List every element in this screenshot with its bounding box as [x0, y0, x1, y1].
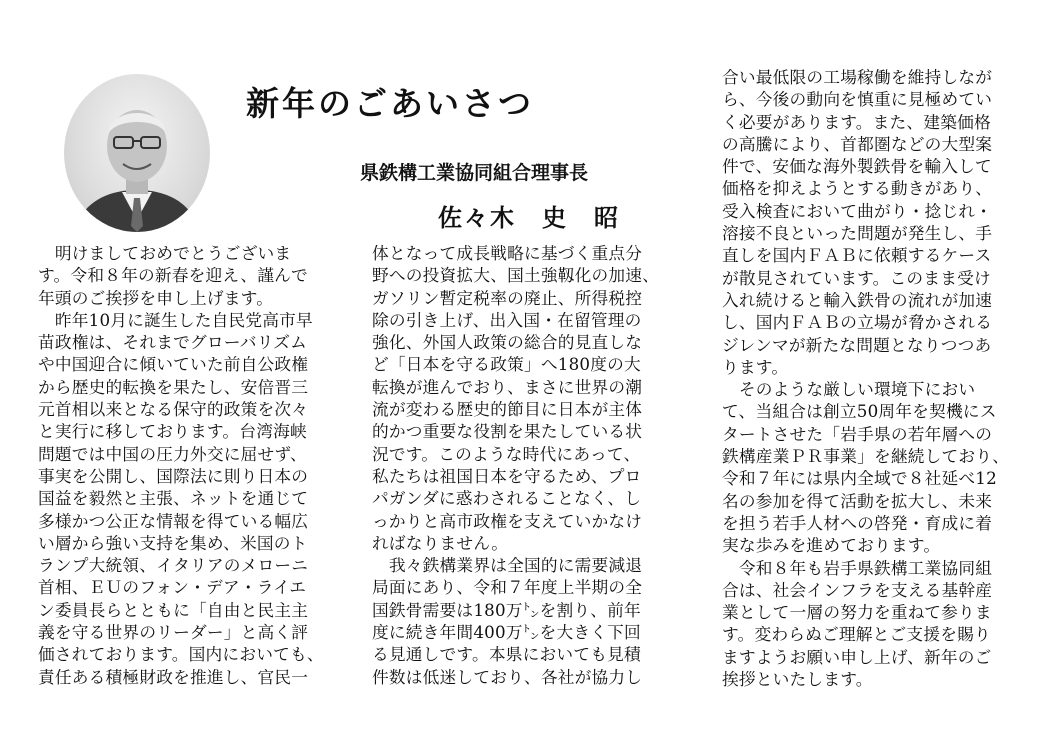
text-line: ど「日本を守る政策」へ180度の大: [372, 354, 641, 375]
text-line: 局面にあり、令和７年度上半期の全: [372, 577, 643, 598]
text-line: 流が変わる歴史的節目に日本が主体: [372, 399, 643, 420]
text-line: 合い最低限の工場稼働を維持しなが: [722, 67, 993, 87]
text-line: 件数は低迷しており、各社が協力し: [372, 666, 643, 687]
text-line: 国益を毅然と主張、ネットを通じて: [38, 488, 309, 509]
text-line: タートさせた「岩手県の若年層への: [722, 423, 993, 444]
text-line: 私たちは祖国日本を守るため、プロ: [372, 465, 642, 486]
text-line: 価されております。国内においても、: [38, 644, 324, 665]
text-line: 明けましておめでとうございま: [38, 243, 292, 263]
text-line: 苗政権は、それまでグローバリズム: [38, 332, 308, 353]
text-line: ジレンマが新たな問題となりつつあ: [722, 334, 992, 355]
text-line: 合は、社会インフラを支える基幹産: [722, 579, 993, 600]
text-line: パガンダに惑わされることなく、し: [372, 488, 642, 509]
text-line: ガソリン暫定税率の廃止、所得税控: [372, 287, 643, 308]
text-line: ればなりません。: [372, 532, 509, 553]
text-line: 価格を抑えようとする動きがあり、: [722, 178, 993, 199]
text-line: 受入検査において曲がり・捻じれ・: [722, 200, 993, 221]
page-title: 新年のごあいさつ: [246, 84, 534, 123]
text-line: っかりと高市政権を支えていかなけ: [372, 510, 643, 531]
text-line: 国鉄骨需要は180万㌧を割り、前年: [372, 599, 641, 620]
text-line: や中国迎合に傾いていた前自公政権: [38, 354, 309, 375]
text-line: 令和８年も岩手県鉄構工業協同組: [722, 557, 993, 578]
text-line: ランプ大統領、イタリアのメローニ: [38, 555, 309, 576]
text-line: ン委員長らとともに「自由と民主主: [38, 599, 309, 620]
text-line: 年頭のご挨拶を申し上げます。: [38, 287, 274, 308]
text-line: から歴史的転換を果たし、安倍晋三: [38, 376, 309, 397]
text-line: を担う若手人材への啓発・育成に着: [722, 512, 993, 533]
text-line: 義を守る世界のリーダー」と高く評: [38, 622, 309, 643]
text-column-2: [372, 242, 692, 688]
text-line: と実行に移しております。台湾海峡: [38, 421, 307, 442]
text-line: ますようお願い申し上げ、新年のご: [722, 646, 992, 667]
text-line: 昨年10月に誕生した自民党高市早: [38, 309, 313, 330]
text-line: 我々鉄構業界は全国的に需要減退: [372, 555, 643, 576]
text-line: 件で、安価な海外製鉄骨を輸入して: [722, 156, 992, 177]
portrait-photo: [64, 74, 210, 232]
text-line: 強化、外国人政策の総合的見直しな: [372, 332, 643, 353]
text-line: 直しを国内ＦＡＢに依頼するケース: [722, 245, 992, 266]
text-line: 鉄構産業ＰＲ事業」を継続しており、: [722, 446, 1010, 467]
text-line: 度に続き年間400万㌧を大きく下回: [372, 622, 641, 643]
text-line: す。変わらぬご理解とご支援を賜り: [722, 624, 991, 645]
text-line: 除の引き上げ、出入国・在留管理の: [372, 309, 642, 330]
text-line: ら、今後の動向を慎重に見極めてい: [722, 89, 993, 110]
text-line: 体となって成長戦略に基づく重点分: [372, 243, 643, 263]
text-line: の高騰により、首都圏などの大型案: [722, 133, 993, 154]
text-line: 令和７年には県内全域で８社延べ12: [722, 468, 997, 489]
text-line: い層から強い支持を集め、米国のト: [38, 532, 308, 553]
text-line: 問題では中国の圧力外交に屈せず、: [38, 443, 307, 464]
text-line: そのような厳しい環境下におい: [722, 379, 976, 400]
text-column-3: [722, 66, 1042, 690]
text-line: 的かつ重要な役割を果たしている状: [372, 421, 643, 442]
text-line: す。令和８年の新春を迎え、謹んで: [38, 265, 308, 286]
text-line: 転換が進んでおり、まさに世界の潮: [372, 376, 643, 397]
author-name: 佐々木 史 昭: [438, 203, 620, 232]
text-line: 名の参加を得て活動を拡大し、未来: [722, 490, 993, 511]
text-line: く必要があります。また、建築価格: [722, 111, 991, 132]
text-line: 況です。このような時代にあって、: [372, 443, 641, 464]
text-line: る見通しです。本県においても見積: [372, 644, 641, 665]
text-line: 首相、ＥＵのフォン・デア・ライエ: [38, 577, 307, 598]
text-line: 元首相以来となる保守的政策を次々: [38, 399, 309, 420]
text-line: 野への投資拡大、国土強靱化の加速、: [372, 265, 660, 286]
text-line: て、当組合は創立50周年を契機にス: [722, 401, 997, 422]
author-organization: 県鉄構工業協同組合理事長: [360, 162, 589, 184]
text-line: が散見されています。このまま受け: [722, 267, 991, 288]
text-line: 実な歩みを進めております。: [722, 535, 941, 556]
portrait-icon: [64, 74, 210, 232]
text-line: 挨拶といたします。: [722, 669, 873, 690]
text-line: 多様かつ公正な情報を得ている幅広: [38, 510, 309, 531]
text-line: 責任ある積極財政を推進し、官民一: [38, 666, 309, 687]
text-line: 入れ続けると輸入鉄骨の流れが加速: [722, 289, 993, 310]
text-line: 溶接不良といった問題が発生し、手: [722, 223, 993, 244]
text-line: 事実を公開し、国際法に則り日本の: [38, 465, 309, 486]
text-line: 業として一層の努力を重ねて参りま: [722, 602, 992, 623]
text-line: ります。: [722, 356, 789, 377]
text-line: し、国内ＦＡＢの立場が脅かされる: [722, 312, 993, 333]
text-column-1: [38, 242, 358, 688]
